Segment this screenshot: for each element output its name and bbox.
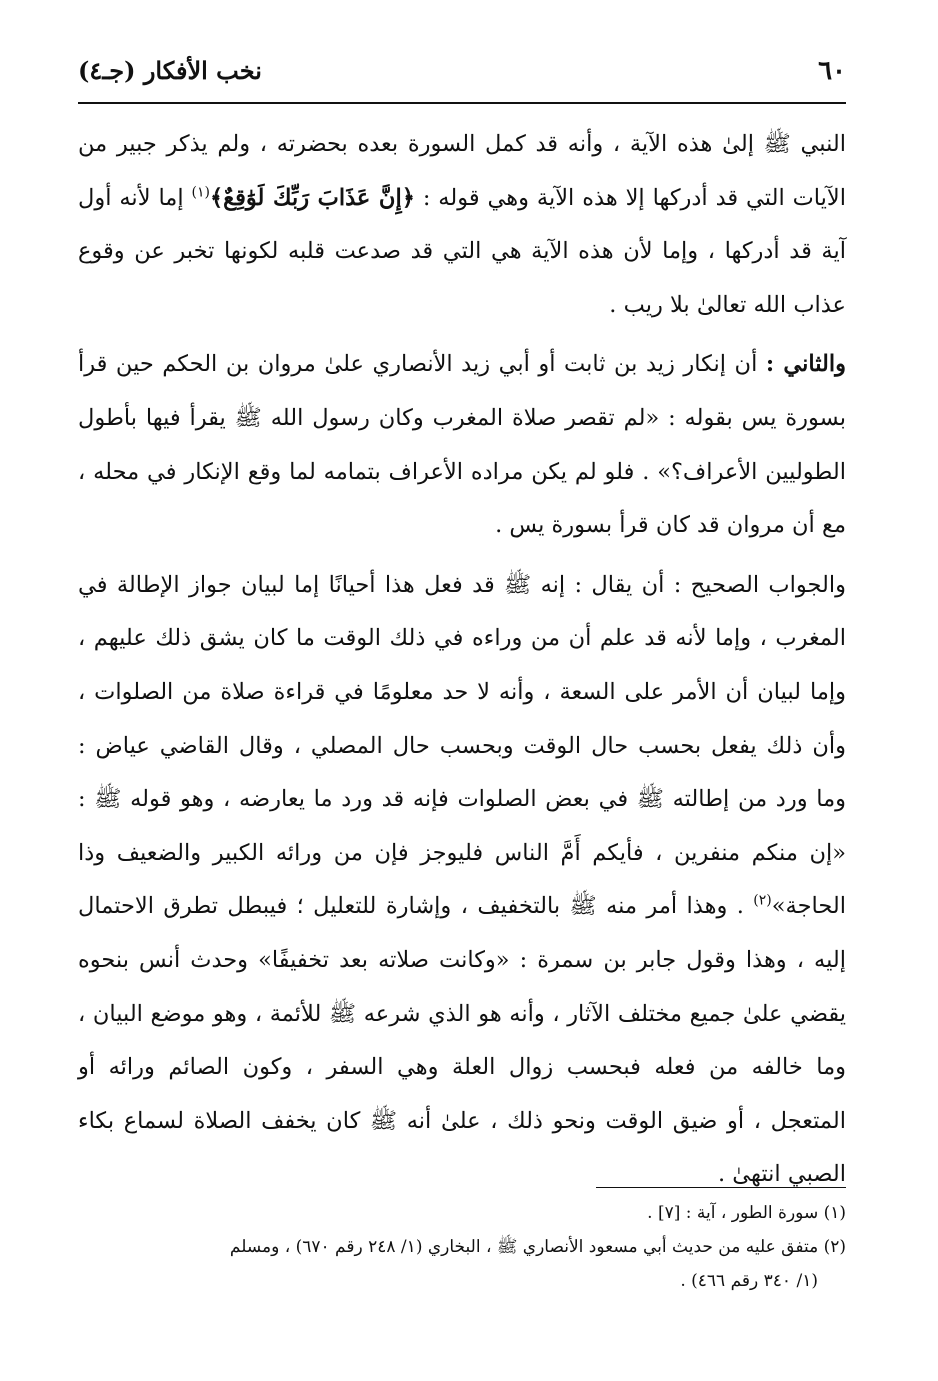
page-header [78, 52, 846, 96]
paragraph-1 [78, 118, 846, 332]
page-number: ٦٠ [818, 56, 846, 86]
paragraph-1-continuation: إما لأنه أول آية قد أدركها ، وإما لأن هذه الآية هي التي قد صدعت قلبه لكونها تخبر عن وقوع عذاب الله تعالىٰ بلا ريب . [78, 184, 846, 318]
paragraph-3 [78, 559, 846, 1202]
paragraph-3-continuation: . وهذا أمر منه ﷺ بالتخفيف ، وإشارة للتعليل ؛ فيبطل تطرق الاحتمال إليه ، وهذا وقول جابر بن سمرة : «وكانت صلاته بعد تخفيفًا» وحدث أنس بنحوه يقضي علىٰ جميع مختلف الآثار ، وأنه هو الذي شرعه ﷺ للأئمة ، وهو موضع البيان ، وما خالفه من فعله فبحسب زوال العلة وهي السفر ، وكون الصائم ورائه أو المتعجل ، أو ضيق الوقت ونحو ذلك ، علىٰ أنه ﷺ كان يخفف الصلاة لسماع بكاء الصبي انتهىٰ . [78, 893, 846, 1188]
paragraph-1-text: النبي ﷺ إلىٰ هذه الآية ، وأنه قد كمل السورة بعده بحضرته ، ولم يذكر جبير من الآيات التي قد أدركها إلا هذه الآية وهي قوله : [78, 131, 846, 211]
paragraph-2-text: أن إنكار زيد بن ثابت أو أبي زيد الأنصاري علىٰ مروان بن الحكم حين قرأ بسورة يس بقوله : «لم تقصر صلاة المغرب وكان رسول الله ﷺ يقرأ فيها بأطول الطوليين الأعراف؟» . فلو لم يكن مراده الأعراف بتمامه لما وقع الإنكار في محله ، مع أن مروان قد كان قرأ بسورة يس . [78, 351, 846, 539]
paragraph-3-text: والجواب الصحيح : أن يقال : إنه ﷺ قد فعل هذا أحيانًا إما لبيان جواز الإطالة في المغرب ، وإما لأنه قد علم أن من وراءه في ذلك الوقت ما كان يشق ذلك عليهم ، وإما لبيان أن الأمر على السعة ، وأنه لا حد معلومًا في قراءة صلاة من الصلوات ، وأن ذلك يفعل بحسب حال الوقت وبحسب حال المصلي ، وقال القاضي عياض : وما ورد من إطالته ﷺ في بعض الصلوات فإنه قد ورد ما يعارضه ، وهو قوله ﷺ : «إن منكم منفرين ، فأيكم أَمَّ الناس فليوجز فإن من ورائه الكبير والضعيف وذا الحاجة» [78, 571, 846, 920]
footnote-divider [596, 1187, 846, 1188]
footnotes [78, 1196, 846, 1298]
footnote-2-continuation: (١/ ٣٤٠ رقم ٤٦٦) . [680, 1271, 818, 1291]
book-title: نخب الأفكار (جـ٤) [78, 56, 262, 85]
footnote-2: (٢) متفق عليه من حديث أبي مسعود الأنصاري ﷺ ، البخاري (١/ ٢٤٨ رقم ٦٧٠) ، ومسلم [229, 1237, 846, 1257]
footnote-ref-1: (١) [191, 184, 210, 201]
footnote-ref-2: (٢) [753, 892, 772, 909]
footnote-1: (١) سورة الطور ، آية : [٧] . [647, 1203, 846, 1223]
main-text [78, 118, 846, 1202]
quran-verse: ﴿إِنَّ عَذَابَ رَبِّكَ لَوَٰقِعٌ﴾ [210, 184, 415, 211]
header-divider [78, 102, 846, 104]
paragraph-2-lead: والثاني : [765, 351, 846, 378]
paragraph-2 [78, 338, 846, 552]
